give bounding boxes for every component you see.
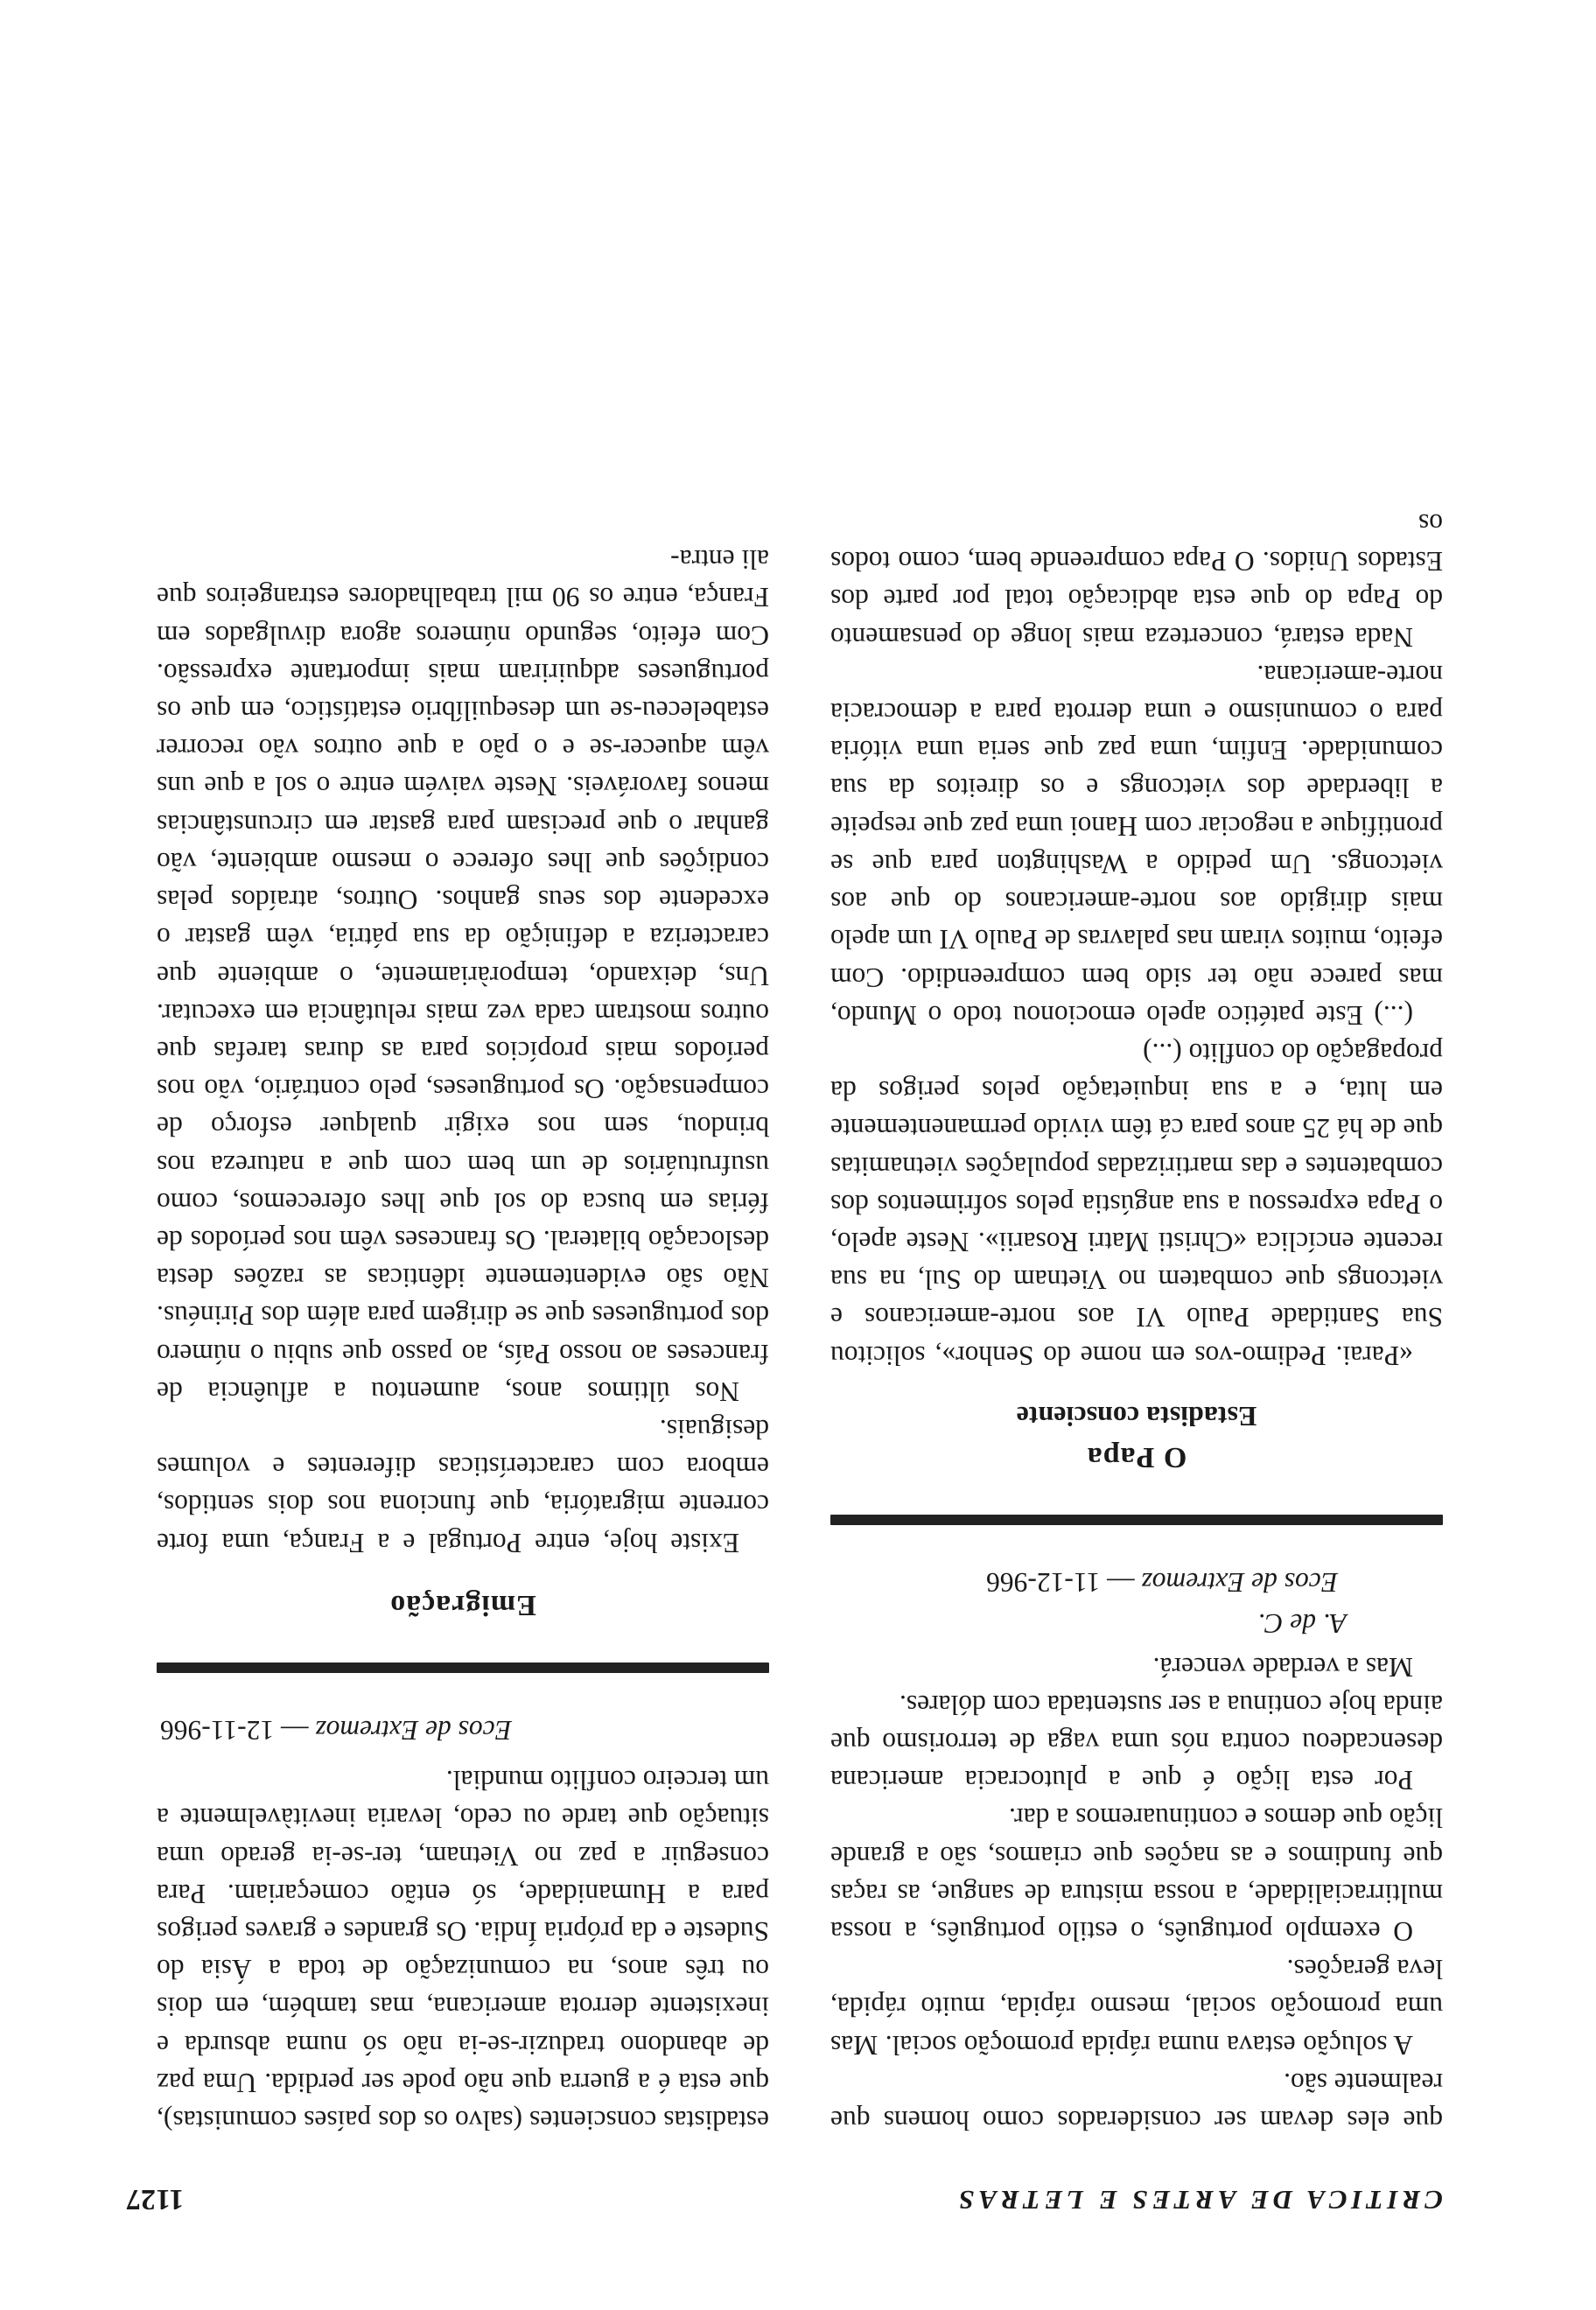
paragraph: que eles devam ser considerados como homens que realmente são. [830, 2067, 1443, 2136]
source-date: — 11-12-966 [986, 1567, 1135, 1599]
paragraph: estadistas conscientes (salvo os dos países comunistas), que esta é a guerra que não pode ser perdida. Uma paz de abandono traduzir-se-ia não só numa absurda e inexistente derrota americana, mas também, em dois ou três anos, na comunização de toda a Ásia do Sudeste e da própria Índia. Os grandes e graves perigos para a Humanidade, só então começariam. Para conseguir a paz no Vietnam, ter-se-ia gerado uma situação que tarde ou cedo, levaria inevitàvelmente a um terceiro conflito mundial. [157, 1765, 769, 2136]
paragraph: Nos últimos anos, aumentou a afluência de franceses ao nosso País, ao passo que subiu o número dos portugueses que se dirigem para além dos Pirinéus. Não são evidentemente idênticas as razões desta deslocação bilateral. Os franceses vêm nos períodos de férias em busca do sol que lhes oferecemos, como usufrutuários de um bem com que a natureza nos brindou, sem nos exigir qualquer esforço de compensação. Os portugueses, pelo contrário, vão nos períodos mais propícios para as duras tarefas que outros mostram cada vez mais relutância em executar. Uns, deixando, temporàriamente, o ambiente que caracteriza a definição da sua pátria, vêm gastar o excedente dos seus ganhos. Outros, atraídos pelas condições que lhes oferece o mesmo ambiente, vão ganhar o que precisam para gastar em circunstâncias menos favoráveis. Neste vaivém entre o sol a que uns vêm aquecer-se e o pão a que outros vão recorrer estabeleceu-se um desequilíbrio estatístico, em que os portugueses adquiriram mais importante expressão. Com efeito, segundo números agora divulgados em França, entre os 90 mil trabalhadores estrangeiros que ali entra- [157, 544, 769, 1407]
paragraph: Nada estará, concerteza mais longe do pensamento do Papa do que esta abdicação total por parte dos Estados Unidos. O Papa compreende bem, como todos os [830, 508, 1443, 653]
source-citation [157, 1712, 769, 1749]
paragraph: Existe hoje, entre Portugal e a França, uma forte corrente migratória, que funciona nos dois sentidos, embora com características diferentes e volumes desiguais. [157, 1413, 769, 1558]
paragraph: (...) Este patético apelo emocionou todo o Mundo, mas parece não ter sido bem compreendido. Com efeito, muitos viram nas palavras de Paulo VI um apelo mais dirigido aos norte-americanos do que aos vietcongs. Um pedido a Washington para que se prontifique a negociar com Hanoi uma paz que respeite a liberdade dos vietcongs e os direitos da sua comunidade. Enfim, uma paz que seria uma vitória para o comunismo e uma derrota para a democracia norte-americana. [830, 659, 1443, 1031]
source-citation [830, 1564, 1443, 1601]
source-date: — 12-11-966 [160, 1714, 309, 1746]
article-title: O Papa [1086, 1440, 1187, 1474]
author-signature: A. de C. [1257, 1608, 1347, 1640]
left-column [830, 505, 1443, 2139]
paragraph: Por esta lição é que a plutocracia americana desencadeou contra nós uma vaga de terrorismo que ainda hoje continua a ser sustentada com dólares. [830, 1689, 1443, 1796]
page-number: 1127 [126, 2183, 185, 2216]
right-column [157, 541, 769, 2139]
paragraph: A solução estava numa rápida promoção social. Mas uma promoção social, mesmo rápida, muito rápida, leva gerações. [830, 1954, 1443, 2061]
paragraph: Mas a verdade vencerá. [1152, 1651, 1413, 1683]
section-divider [830, 1515, 1443, 1525]
running-header [126, 2163, 1443, 2216]
paragraph: O exemplo português, o estilo português, a nossa multirracialidade, a nossa mistura de sangue, as raças que fundimos e as nações que criamos, são a grande lição que demos e continuaremos a dar. [830, 1802, 1443, 1947]
article-title: Emigração [389, 1588, 536, 1621]
article-subtitle: Estadista consciente [1016, 1400, 1257, 1432]
journal-title: CRITICA DE ARTES E LETRAS [954, 2185, 1443, 2216]
source-publication: Ecos de Extremoz [1141, 1567, 1338, 1599]
paragraph: «Parai. Pedimo-vos em nome do Senhor», solicitou Sua Santidade Paulo VI aos norte-americanos e vietcongs que combatem no Vietnam do Sul, na sua recente encíclica «Christi Matri Rosarii». Neste apelo, o Papa expressou a sua angústia pelos sofrimentos dos combatentes e das martirizadas populações vietnamitas que de há 25 anos para cá têm vivido permanentemente em luta, e a sua inquietação pelos perigos da propagação do conflito (...) [830, 1037, 1443, 1371]
source-publication: Ecos de Extremoz [315, 1714, 512, 1746]
section-divider [157, 1662, 769, 1673]
